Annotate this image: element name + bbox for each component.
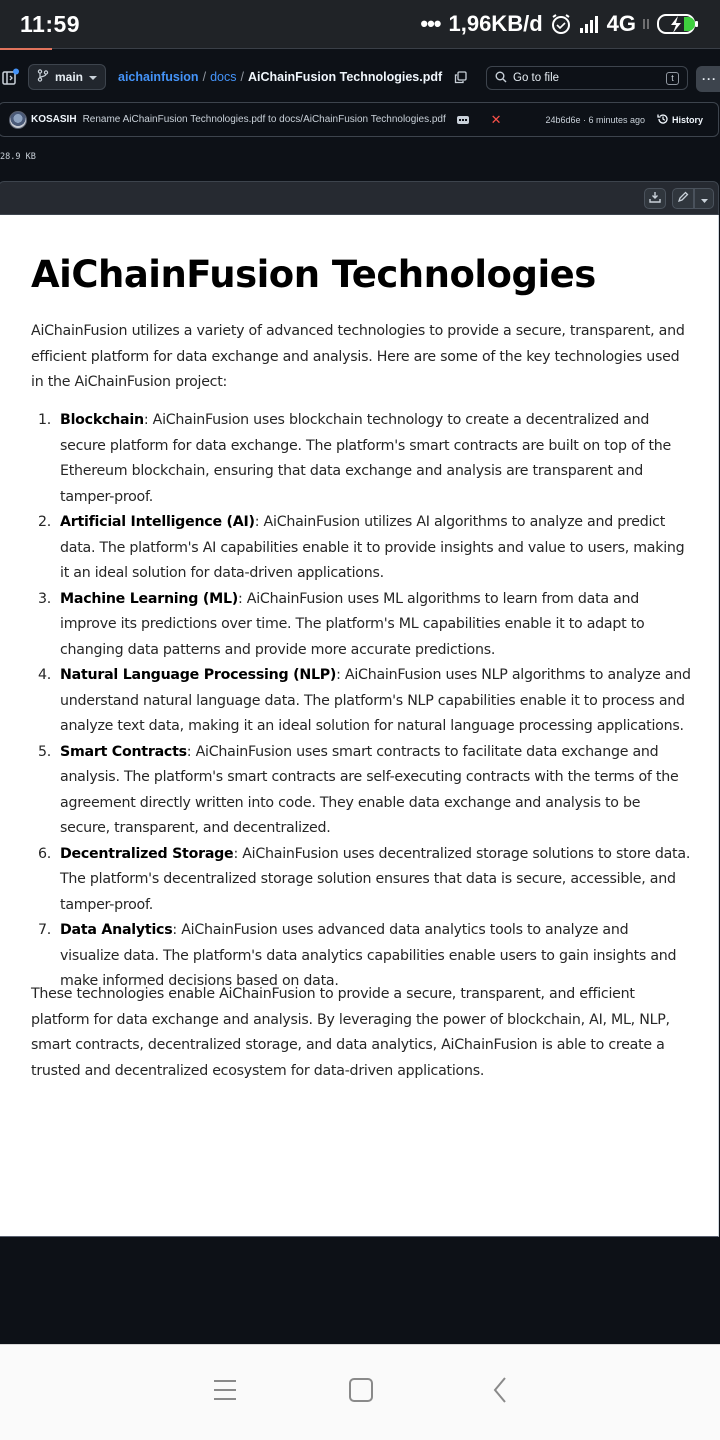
list-item: 4. Natural Language Processing (NLP): AiChainFusion uses NLP algorithms to analyze and understand natural language data. The platform's NLP capabilities enable it to process and analyze text data, making it an ideal solution for natural language processing applications. [38, 667, 691, 734]
more-options-button[interactable]: ··· [696, 66, 720, 92]
history-icon [657, 113, 669, 127]
edit-options-dropdown[interactable] [694, 188, 714, 209]
file-toolbar [0, 181, 719, 215]
page-load-progress [0, 48, 720, 51]
system-navigation-bar [0, 1344, 720, 1440]
back-button[interactable] [480, 1375, 520, 1409]
list-item: 5. Smart Contracts: AiChainFusion uses smart contracts to facilitate data exchange and analysis. The platform's smart contracts are self-executing contracts with the terms of the agreement directly written into code. They enable data exchange and analysis to be secure, transparent, and decentralized. [38, 743, 679, 836]
document-conclusion: These technologies enable AiChainFusion to provide a secure, transparent, and efficient platform for data exchange and analysis. By leveraging the power of blockchain, AI, ML, NLP, smart contracts, decentralized storage, and data analytics, AiChainFusion is able to create a trusted and decentralized ecosystem for data-driven applications. [31, 986, 670, 1079]
battery-charging-icon [656, 13, 700, 35]
clock: 11:59 [20, 10, 81, 37]
keyboard-shortcut-badge: t [666, 72, 679, 85]
history-button[interactable] [657, 113, 703, 127]
more-notifications-icon: ••• [420, 11, 441, 36]
download-button[interactable] [644, 188, 666, 209]
list-item: 1. Blockchain: AiChainFusion uses blockchain technology to create a decentralized and secure platform for data exchange. The platform's smart contracts are built on top of the Ethereum blockchain, ensuring that data exchange and analysis are transparent and tamper-proof. [38, 412, 671, 505]
list-item-term: Machine Learning (ML) [60, 590, 238, 607]
breadcrumb-folder-link[interactable]: docs [210, 70, 237, 84]
alarm-icon [549, 12, 573, 36]
list-item-term: Artificial Intelligence (AI) [60, 514, 255, 530]
document-title: AiChainFusion Technologies [31, 253, 596, 296]
file-size: 28.9 KB [0, 152, 36, 162]
list-item-term: Smart Contracts [60, 743, 187, 760]
list-item-term: Natural Language Processing (NLP) [60, 667, 337, 683]
list-item-term: Data Analytics [60, 922, 173, 938]
search-icon [495, 71, 507, 86]
data-activity-icon [642, 17, 650, 31]
breadcrumb-repo-link[interactable]: aichainfusion [118, 70, 199, 84]
home-button[interactable] [341, 1375, 381, 1409]
breadcrumb-current-file: AiChainFusion Technologies.pdf [247, 70, 443, 84]
avatar[interactable] [9, 111, 27, 129]
git-branch-icon [37, 69, 49, 85]
download-icon [649, 190, 661, 208]
chevron-down-icon [89, 70, 97, 84]
signal-icon [579, 14, 601, 34]
network-speed: 1,96KB/d [448, 11, 543, 36]
chevron-down-icon [701, 190, 708, 208]
list-item: 2. Artificial Intelligence (AI): AiChainFusion utilizes AI algorithms to analyze and predict data. The platform's AI capabilities enable it to provide insights and value to users, making it an ideal solution for data-driven applications. [38, 514, 685, 581]
recent-apps-button[interactable] [205, 1375, 245, 1409]
commit-message[interactable]: Rename AiChainFusion Technologies.pdf to docs/AiChainFusion Technologies.pdf [82, 114, 446, 125]
pencil-icon [677, 190, 689, 208]
file-header [0, 58, 720, 96]
check-failed-icon[interactable]: ✕ [490, 111, 502, 127]
list-item: 3. Machine Learning (ML): AiChainFusion uses ML algorithms to learn from data and improve its predictions over time. The platform's ML capabilities enable it to adapt to changing data patterns and provide more accurate predictions. [38, 590, 645, 658]
document-intro: AiChainFusion utilizes a variety of advanced technologies to provide a secure, transparent, and efficient platform for data exchange and analysis. Here are some of the key technologies used in the AiChainFusion project: [31, 323, 685, 390]
expand-commit-message-button[interactable] [457, 116, 469, 124]
breadcrumb-separator: / [202, 70, 207, 84]
back-chevron-icon [492, 1376, 508, 1409]
edit-file-button[interactable] [672, 188, 694, 209]
side-panel-toggle-icon[interactable] [2, 68, 20, 86]
list-item: 7. Data Analytics: AiChainFusion uses advanced data analytics tools to analyze and visualize data. The platform's data analytics capabilities enable users to gain insights and make informed decisions based on data. [38, 922, 677, 989]
go-to-file-placeholder: Go to file [513, 72, 560, 84]
go-to-file-input[interactable] [486, 66, 688, 90]
status-bar [0, 0, 720, 48]
commit-author[interactable]: KOSASIH [31, 114, 77, 125]
list-item-term: Blockchain [60, 412, 144, 428]
breadcrumb-separator: / [240, 70, 244, 84]
history-label: History [672, 114, 704, 125]
status-icons [420, 11, 700, 37]
menu-icon [213, 1379, 237, 1406]
copy-path-icon[interactable] [454, 71, 467, 84]
list-item: 6. Decentralized Storage: AiChainFusion uses decentralized storage solutions to store data. The platform's decentralized storage solution ensures that data is secure, accessible, and tamper-proof. [38, 845, 691, 913]
branch-name: main [55, 70, 84, 84]
technology-list [31, 408, 691, 995]
home-square-icon [348, 1377, 374, 1408]
list-item-term: Decentralized Storage [60, 845, 234, 862]
branch-selector[interactable] [28, 64, 106, 90]
latest-commit-bar [0, 102, 719, 137]
breadcrumb [118, 70, 467, 84]
network-type: 4G [606, 11, 636, 36]
pdf-viewer[interactable] [0, 215, 719, 1237]
commit-sha-time[interactable]: 24b6d6e · 6 minutes ago [545, 114, 646, 125]
